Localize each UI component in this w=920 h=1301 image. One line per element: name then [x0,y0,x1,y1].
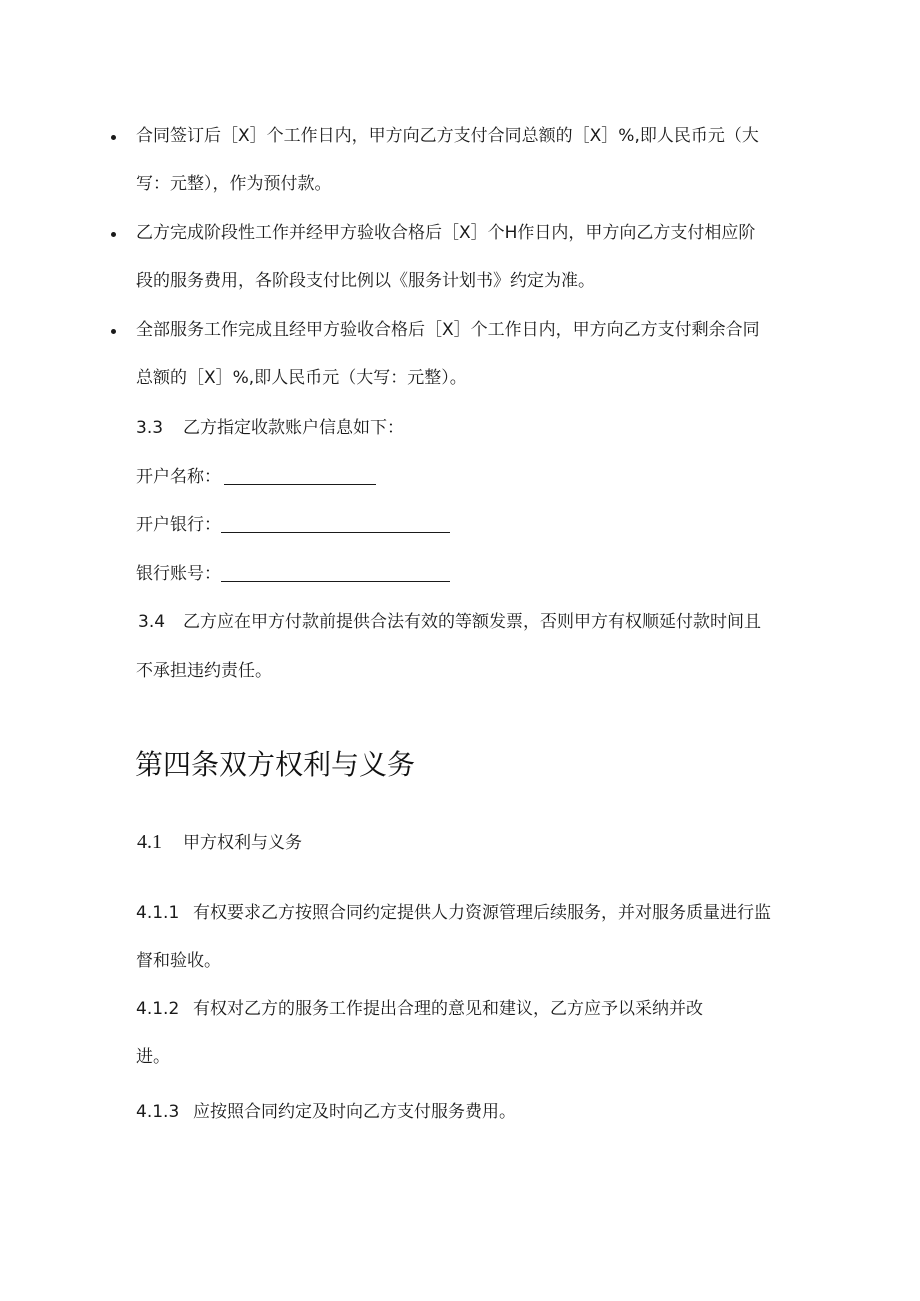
bullet-dot-icon [111,232,116,237]
account-number-label: 银行账号： [136,564,221,584]
bullet-2-line-1: 乙方完成阶段性工作并经甲方验收合格后［X］个H作日内，甲方向乙方支付相应阶 [136,223,756,243]
clause-3-3-text: 乙方指定收款账户信息如下： [183,418,404,438]
bullet-2-line-2: 段的服务费用，各阶段支付比例以《服务计划书》约定为准。 [136,271,595,291]
section-4-1-title: 甲方权利与义务 [183,833,302,853]
bullet-3-line-2: 总额的［X］%,即人民币元（大写：元整）。 [136,368,467,388]
bank-name-blank [221,532,450,533]
clause-3-4-line-2: 不承担违约责任。 [136,661,272,681]
bank-name-label: 开户银行： [136,515,221,535]
account-name-blank [224,484,376,485]
clause-3-4-number: 3.4 [138,612,166,632]
bullet-1-line-2: 写：元整），作为预付款。 [136,174,332,194]
clause-3-4-line-1: 乙方应在甲方付款前提供合法有效的等额发票，否则甲方有权顺延付款时间且 [183,612,761,632]
item-4-1-1-line-1: 有权要求乙方按照合同约定提供人力资源管理后续服务，并对服务质量进行监 [193,903,771,923]
account-name-label: 开户名称： [136,467,221,487]
item-4-1-2-line-1: 有权对乙方的服务工作提出合理的意见和建议，乙方应予以采纳并改 [193,999,703,1019]
bullet-dot-icon [111,135,116,140]
item-4-1-2-line-2: 进。 [136,1047,170,1067]
account-number-blank [221,581,450,582]
item-4-1-3-number: 4.1.3 [136,1102,180,1122]
bullet-dot-icon [111,329,116,334]
article-4-heading: 第四条双方权利与义务 [135,748,416,781]
item-4-1-1-number: 4.1.1 [136,903,180,923]
bullet-1-line-1: 合同签订后［X］个工作日内，甲方向乙方支付合同总额的［X］%,即人民币元（大 [136,126,759,146]
section-4-1-number: 4.1 [137,831,162,853]
item-4-1-1-line-2: 督和验收。 [136,951,221,971]
item-4-1-3-line-1: 应按照合同约定及时向乙方支付服务费用。 [193,1102,516,1122]
clause-3-3-number: 3.3 [136,418,164,438]
item-4-1-2-number: 4.1.2 [136,999,180,1019]
bullet-3-line-1: 全部服务工作完成且经甲方验收合格后［X］个工作日内，甲方向乙方支付剩余合同 [136,320,760,340]
